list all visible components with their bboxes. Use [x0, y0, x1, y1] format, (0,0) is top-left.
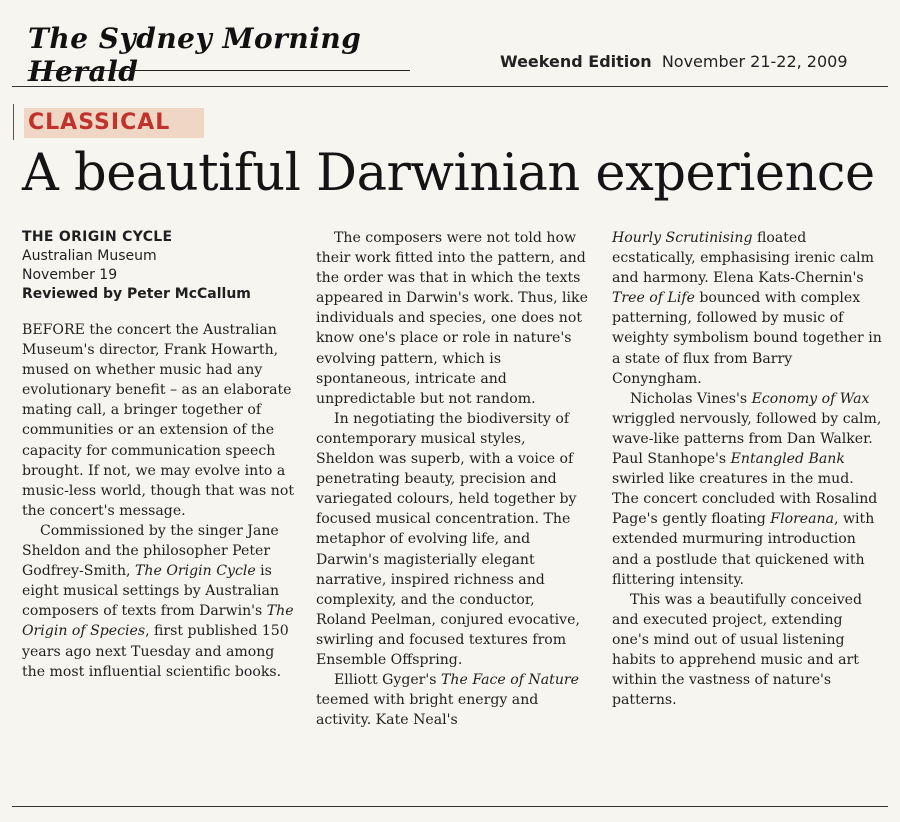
- paragraph: In negotiating the biodiversity of contemporary musical styles, Sheldon was superb, with a voice of penetrating beauty, precision and variegated colours, held together by focused musical concentration. The metaphor of evolving life, and Darwin's magisterially elegant narrative, inspired richness and complexity, and the conductor, Roland Peelman, conjured evocative, swirling and focused textures from Ensemble Offspring.: [316, 410, 580, 668]
- event-date: November 19: [22, 267, 118, 283]
- event-venue: Australian Museum: [22, 248, 157, 264]
- bottom-rule: [12, 806, 888, 807]
- edition-label: Weekend Edition: [500, 52, 652, 71]
- edition-line: [500, 52, 848, 71]
- left-bar: [13, 104, 14, 140]
- paragraph: Nicholas Vines's Economy of Wax wriggled nervously, followed by calm, wave-like patterns from Dan Walker. Paul Stanhope's Entangled Bank swirled like creatures in the mud. The concert concluded with Rosalind Page's gently floating Floreana, with extended murmuring introduction and a postlude that quickened with flittering intensity.: [612, 390, 882, 588]
- paragraph: The composers were not told how their work fitted into the pattern, and the order was that in which the texts appeared in Darwin's work. Thus, like individuals and species, one does not know one's place or role in nature's evolving pattern, which is spontaneous, intricate and unpredictable but not random.: [316, 230, 588, 407]
- headline: A beautiful Darwinian experience: [22, 144, 875, 203]
- top-rule: [12, 86, 888, 87]
- paragraph: Commissioned by the singer Jane Sheldon and the philosopher Peter Godfrey-Smith, The Origin Cycle is eight musical settings by Australian composers of texts from Darwin's The Origin of Species, first published 150 years ago next Tuesday and among the most influential scientific books.: [22, 522, 294, 680]
- reviewer: Reviewed by Peter McCallum: [22, 286, 251, 302]
- column-3: [612, 228, 882, 710]
- column-2: [316, 228, 588, 730]
- masthead-rule: [28, 70, 410, 71]
- paragraph: BEFORE the concert the Australian Museum's director, Frank Howarth, mused on whether music had any evolutionary benefit – as an elaborate mating call, a bringer together of communities or an extension of the capacity for communication speech brought. If not, we may evolve into a music-less world, though that was not the concert's message.: [22, 322, 294, 519]
- paragraph: Elliott Gyger's The Face of Nature teemed with bright energy and activity. Kate Neal's: [316, 672, 579, 729]
- review-info: [22, 228, 300, 304]
- column-1: [22, 228, 300, 682]
- section-label: CLASSICAL: [24, 108, 204, 138]
- paragraph: This was a beautifully conceived and executed project, extending one's mind out of usual listening habits to apprehend music and art within the vastness of nature's patterns.: [612, 591, 863, 709]
- edition-date: November 21-22, 2009: [661, 52, 848, 71]
- event-title: THE ORIGIN CYCLE: [22, 229, 173, 245]
- paragraph: Hourly Scrutinising floated ecstatically, emphasising irenic calm and harmony. Elena Kats-Chernin's Tree of Life bounced with complex patterning, followed by music of weighty symbolism bound together in a state of flux from Barry Conyngham.: [612, 230, 882, 387]
- masthead-title: The Sydney Morning Herald: [28, 22, 362, 88]
